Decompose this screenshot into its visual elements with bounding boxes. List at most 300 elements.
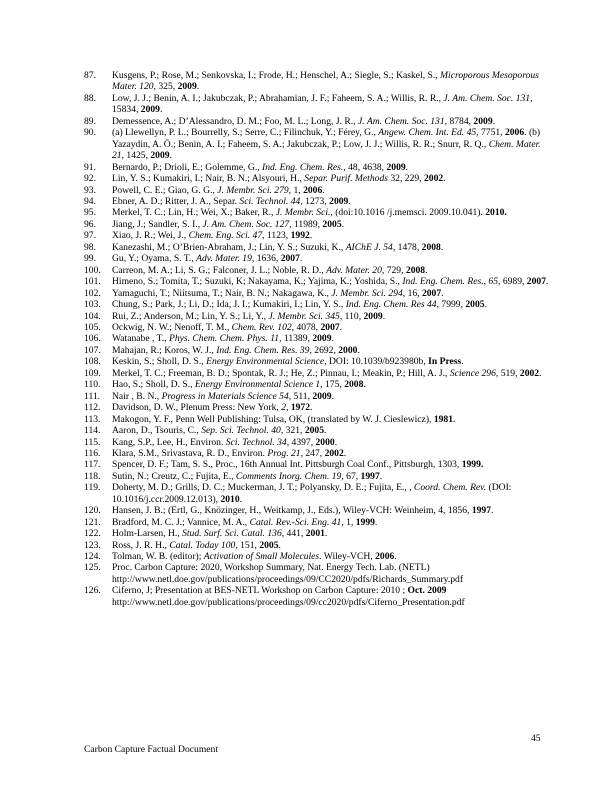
reference-year: In Press: [428, 356, 462, 368]
reference-number: 91.: [84, 161, 96, 173]
reference-journal: Ind. Eng. Chem. Res 44: [345, 299, 437, 311]
reference-segment: Spencer, D. F.; Tam, S. S., Proc., 16th Annual Int. Pittsburgh Coal Conf., Pittsburgh, 1303,: [112, 459, 462, 471]
reference-item: [84, 356, 554, 367]
reference-year: 2005: [259, 539, 279, 551]
reference-item: [84, 391, 554, 402]
reference-year: 2006: [504, 127, 525, 139]
reference-number: 93.: [84, 184, 96, 196]
reference-segment: .: [341, 218, 345, 230]
reference-year: 1992: [290, 230, 310, 242]
reference-item: [84, 93, 554, 116]
reference-segment: .: [394, 551, 397, 563]
reference-text: [112, 288, 444, 299]
reference-number: 101.: [84, 276, 101, 288]
reference-segment: , 151,: [235, 539, 260, 551]
reference-segment: Lin, Y. S.; Kumakiri, I.; Nair, B. N.; Alsyouri, H.,: [112, 173, 305, 185]
reference-year: 2007: [421, 287, 442, 299]
reference-number: 123.: [84, 539, 101, 551]
reference-segment: .: [322, 184, 325, 196]
reference-segment: Hao, S.; Sholl, D. S.,: [112, 379, 195, 391]
reference-journal: Chem. Eng. Sci. 47,: [188, 230, 265, 242]
reference-segment: 1273,: [302, 195, 330, 207]
reference-item: [84, 482, 554, 505]
reference-item: [84, 116, 554, 127]
reference-segment: .: [331, 390, 334, 402]
reference-journal: J. Membr. Sci. 279: [217, 184, 289, 196]
reference-item: [84, 265, 554, 276]
reference-segment: Davidson, D. W., Plenum Press: New York,: [112, 402, 282, 414]
reference-year: 2008: [405, 264, 426, 276]
reference-year: 2005: [322, 218, 342, 230]
reference-number: 121.: [84, 516, 101, 528]
reference-segment: ,: [286, 402, 291, 414]
reference-year: 2009: [140, 104, 160, 116]
reference-segment: , 1,: [288, 184, 304, 196]
reference-year: 2000: [315, 436, 335, 448]
reference-journal: Phys. Chem. Chem. Phys. 11,: [168, 333, 282, 345]
reference-text: [112, 207, 507, 218]
reference-journal: J. Am. Chem. Soc. 131: [443, 92, 531, 104]
reference-text: [112, 333, 334, 344]
reference-list: [84, 70, 554, 608]
reference-text: [112, 585, 465, 607]
reference-segment: .: [339, 321, 343, 333]
reference-item: [84, 173, 554, 184]
reference-item: [84, 540, 554, 551]
reference-segment: . (b) Yazaydin, A. Ö.; Benin, A. I.; Faheem, S. A.; Jakubczak, P.; Low, J. J.; Willis, R. R.; Snurr, R. Q.,: [112, 127, 541, 150]
reference-segment: .: [278, 539, 281, 551]
reference-text: [112, 356, 464, 367]
reference-journal: Stud. Surf. Sci. Catal. 136: [182, 528, 282, 540]
reference-year: 2005: [465, 299, 485, 311]
reference-segment: , 1478,: [392, 241, 422, 253]
reference-number: 119.: [84, 482, 101, 494]
reference-segment: , 67,: [341, 470, 361, 482]
reference-segment: (DOI: 10.1016/j.ccr.2009.12.013),: [112, 482, 512, 505]
reference-text: [112, 345, 360, 356]
reference-item: [84, 562, 554, 585]
reference-item: [84, 127, 554, 161]
reference-number: 118.: [84, 470, 101, 482]
reference-year: 2009: [329, 195, 349, 207]
reference-text: [112, 173, 446, 184]
reference-segment: .: [310, 402, 313, 414]
reference-segment: Chung, S.; Park, J.; Li, D.; Ida, J. I.; Kumakiri, I.; Lin, Y. S.,: [112, 299, 346, 311]
reference-segment: .: [331, 333, 334, 345]
reference-text: [112, 116, 495, 127]
reference-segment: Carreon, M. A.; Li, S. G.; Falconer, J. L.; Noble, R. D.,: [112, 264, 327, 276]
reference-segment: .: [324, 528, 328, 540]
reference-segment: .: [545, 276, 549, 288]
reference-number: 124.: [84, 551, 101, 563]
reference-segment: .: [491, 505, 494, 517]
reference-journal: Microporous Mesoporous Mater. 120: [112, 70, 539, 93]
reference-item: [84, 219, 554, 230]
reference-segment: Merkel, T. C.; Freeman, B. D.; Spontak, R. J.; He, Z.; Pinnau, I.; Meakin, P.; Hill, A. J.,: [112, 367, 450, 379]
reference-item: [84, 242, 554, 253]
reference-segment: Doherty, M. D.; Grills, D. C.; Muckerman, J. T.; Polyansky, D. E.; Fujita, E., ,: [112, 482, 414, 494]
reference-segment: Kang, S.P., Lee, H., Environ.: [112, 436, 226, 448]
reference-year: 2006: [375, 551, 395, 563]
reference-item: [84, 471, 554, 482]
reference-year: 1972: [290, 402, 311, 414]
reference-year: 2009: [312, 390, 332, 402]
reference-text: [112, 414, 455, 425]
reference-year: 2000: [338, 344, 358, 356]
reference-item: [84, 379, 554, 390]
reference-segment: , 729,: [381, 264, 406, 276]
reference-year: 2009: [363, 310, 383, 322]
reference-segment: Aaron, D., Tsouris, C.,: [112, 425, 202, 437]
reference-year: 2007: [320, 321, 340, 333]
reference-journal: Energy Environmental Science: [206, 356, 325, 368]
reference-year: 1999.: [461, 459, 484, 471]
reference-segment: Xiao, J. R.; Wei, J.,: [112, 230, 189, 242]
reference-number: 117.: [84, 459, 101, 471]
reference-segment: Kanezashi, M.; O’Brien-Abraham, J.; Lin, Y. S.; Suzuki, K.,: [112, 241, 346, 253]
reference-year: Oct. 2009: [407, 585, 447, 597]
reference-segment: 11989,: [291, 218, 323, 230]
reference-item: [84, 230, 554, 241]
reference-year: 2008: [344, 379, 364, 391]
reference-segment: , 1,: [341, 516, 356, 528]
reference-journal: Separ. Purif. Methods: [304, 173, 388, 185]
reference-segment: .: [425, 264, 428, 276]
reference-segment: Proc. Carbon Capture: 2020, Workshop Summary, Nat. Energy Tech. Lab. (NETL) http://www.netl.doe.gov/publications/proceedings/09/CC2020/pdfs/Richards_Summary.pdf: [112, 562, 464, 585]
reference-number: 114.: [84, 425, 101, 437]
reference-segment: .: [484, 299, 487, 311]
reference-year: 1997: [471, 505, 491, 517]
reference-text: [112, 551, 397, 562]
reference-item: [84, 425, 554, 436]
reference-text: [112, 482, 511, 504]
reference-number: 103.: [84, 299, 101, 311]
reference-segment: .: [441, 287, 444, 299]
reference-segment: .: [379, 470, 383, 482]
reference-text: [112, 322, 342, 333]
reference-year: 2009: [473, 115, 493, 127]
reference-segment: .: [159, 104, 163, 116]
reference-segment: 4078,: [294, 321, 321, 333]
reference-item: [84, 70, 554, 93]
reference-item: [84, 276, 554, 287]
reference-segment: Klara, S.M., Srivastava, R. D., Environ.: [112, 447, 268, 459]
reference-segment: .: [196, 81, 200, 93]
reference-text: [112, 368, 541, 379]
reference-segment: , 7751,: [476, 127, 505, 139]
reference-segment: 32, 229,: [387, 173, 424, 185]
reference-segment: 11389,: [281, 333, 313, 345]
reference-segment: .: [348, 195, 351, 207]
reference-text: [112, 471, 382, 482]
reference-segment: , 48, 4638,: [343, 161, 387, 173]
reference-text: [112, 162, 408, 173]
reference-journal: J. Membr. Sci. 345: [268, 310, 340, 322]
reference-number: 88.: [84, 92, 96, 104]
reference-journal: Activation of Small Molecules: [203, 551, 320, 563]
reference-segment: Merkel, T. C.; Lin, H.; Wei, X.; Baker, R.,: [112, 207, 276, 219]
reference-year: 2007: [526, 276, 546, 288]
reference-journal: Catal. Rev.-Sci. Eng. 41: [249, 516, 342, 528]
reference-journal: Chem. Mater. 21: [112, 138, 541, 162]
reference-journal: J. Am. Chem. Soc. 127,: [202, 218, 292, 230]
reference-text: [112, 70, 539, 92]
reference-segment: 247,: [302, 447, 325, 459]
reference-journal: Catal. Today 100: [169, 539, 236, 551]
reference-year: 2009: [386, 161, 406, 173]
reference-year: 2001: [305, 528, 325, 540]
reference-item: [84, 402, 554, 413]
reference-text: [112, 127, 541, 161]
reference-journal: AIChE J. 54: [345, 241, 393, 253]
reference-year: 2005: [304, 425, 324, 437]
reference-item: [84, 288, 554, 299]
reference-number: 94.: [84, 195, 96, 207]
reference-journal: Sci. Technol. 44,: [239, 195, 303, 207]
reference-text: [112, 299, 487, 310]
document-title: Carbon Capture Factual Document: [84, 744, 219, 755]
reference-item: [84, 253, 554, 264]
reference-segment: , 321,: [280, 425, 305, 437]
reference-segment: Kusgens, P.; Rose, M.; Senkovska, I.; Frode, H.; Henschel, A.; Siegle, S.; Kaskel, S.,: [112, 70, 441, 81]
reference-text: [112, 379, 366, 390]
reference-journal: Energy Environmental Science 1: [194, 379, 321, 391]
reference-journal: Ind. Eng. Chem. Res.: [262, 161, 344, 173]
reference-segment: .: [453, 413, 456, 425]
reference-segment: , 4397,: [286, 436, 316, 448]
reference-journal: Adv. Mater. 20: [326, 264, 382, 276]
reference-item: [84, 162, 554, 173]
reference-journal: Prog. 21,: [267, 447, 303, 459]
reference-text: [112, 391, 334, 402]
reference-number: 102.: [84, 287, 101, 299]
reference-segment: Bradford, M. C. J.; Vannice, M. A.,: [112, 516, 250, 528]
reference-number: 104.: [84, 310, 101, 322]
reference-item: [84, 459, 554, 470]
page-number: 45: [531, 733, 541, 744]
reference-item: [84, 448, 554, 459]
reference-text: [112, 230, 312, 241]
reference-segment: .: [357, 344, 360, 356]
reference-journal: Sep. Sci. Technol. 40: [201, 425, 281, 437]
reference-segment: 1123,: [264, 230, 291, 242]
reference-number: 98.: [84, 241, 96, 253]
reference-item: [84, 551, 554, 562]
reference-segment: Nair , B. N.,: [112, 390, 162, 402]
reference-number: 96.: [84, 218, 96, 230]
reference-segment: Tolman, W. B. (editor);: [112, 551, 204, 563]
reference-year: 2010: [220, 493, 240, 505]
reference-item: [84, 414, 554, 425]
reference-text: [112, 196, 351, 207]
reference-segment: (a) Llewellyn, P. L.; Bourrelly, S.; Serre, C.; Filinchuk, Y.; Férey, G.,: [112, 127, 379, 139]
reference-number: 97.: [84, 230, 96, 242]
reference-segment: , 2692,: [309, 344, 339, 356]
reference-segment: .: [405, 161, 409, 173]
reference-text: [112, 505, 493, 516]
reference-number: 126.: [84, 585, 101, 597]
reference-segment: .: [169, 150, 172, 162]
reference-number: 100.: [84, 264, 101, 276]
reference-segment: http://www.netl.doe.gov/publications/proceedings/09/cc2020/pdfs/Ciferno_Presentation.pdf: [112, 596, 465, 608]
reference-segment: Bernardo, P.; Drioli, E.; Golemme, G.,: [112, 161, 263, 173]
reference-year: 2007: [280, 253, 300, 265]
reference-text: [112, 253, 302, 264]
reference-journal: Chem. Rev. 102,: [231, 321, 295, 333]
reference-segment: .: [363, 379, 366, 391]
reference-segment: .: [309, 230, 313, 242]
reference-text: [112, 219, 344, 230]
reference-text: [112, 276, 548, 287]
reference-segment: , 8784,: [444, 115, 474, 127]
reference-journal: Coord. Chem. Rev.: [413, 482, 487, 494]
reference-segment: Ockwig, N. W.; Nenoff, T. M.,: [112, 321, 232, 333]
reference-year: 2010.: [485, 207, 507, 219]
reference-segment: , 175,: [320, 379, 345, 391]
reference-number: 89.: [84, 115, 96, 127]
reference-segment: 511,: [291, 390, 313, 402]
reference-number: 112.: [84, 402, 101, 414]
reference-year: 2008: [421, 241, 441, 253]
reference-text: [112, 528, 327, 539]
reference-number: 122.: [84, 528, 101, 540]
reference-text: [112, 437, 337, 448]
reference-year: 2009: [312, 333, 332, 345]
reference-segment: , 110,: [339, 310, 364, 322]
reference-segment: , 325,: [153, 81, 178, 93]
reference-number: 106.: [84, 333, 101, 345]
reference-segment: , 519,: [495, 367, 520, 379]
reference-segment: Gu, Y.; Oyama, S. T.,: [112, 253, 197, 265]
reference-item: [84, 311, 554, 322]
reference-number: 111.: [84, 390, 101, 402]
reference-segment: Ciferno, J; Presentation at BES-NETL Workshop on Carbon Capture: 2010 ;: [112, 585, 408, 597]
reference-number: 108.: [84, 356, 101, 368]
reference-segment: .: [440, 241, 444, 253]
reference-item: [84, 207, 554, 218]
reference-segment: Yamaguchi, T.; Niitsuma, T.; Nair, B. N.; Nakagawa, K.,: [112, 287, 332, 299]
reference-segment: Sutin, N.; Creutz, C.; Fujita, E.,: [112, 470, 236, 482]
reference-journal: Adv. Mater. 19: [196, 253, 252, 265]
reference-item: [84, 505, 554, 516]
reference-text: [112, 540, 281, 551]
reference-segment: .: [299, 253, 303, 265]
reference-text: [112, 311, 385, 322]
reference-journal: Ind. Eng. Chem. Res., 65: [402, 276, 499, 288]
reference-number: 116.: [84, 447, 101, 459]
reference-year: 2009: [177, 81, 197, 93]
reference-item: [84, 437, 554, 448]
reference-number: 109.: [84, 367, 101, 379]
reference-number: 95.: [84, 207, 96, 219]
reference-segment: .: [334, 436, 338, 448]
reference-segment: .: [539, 367, 542, 379]
reference-text: [112, 517, 377, 528]
reference-segment: .: [443, 173, 446, 185]
reference-journal: Comments Inorg. Chem. 19: [235, 470, 342, 482]
reference-item: [84, 345, 554, 356]
reference-item: [84, 368, 554, 379]
reference-segment: Watanabe , T.,: [112, 333, 169, 345]
reference-segment: Mahajan, R.; Koros, W. J.,: [112, 344, 217, 356]
reference-segment: , 1425,: [121, 150, 151, 162]
reference-segment: .: [374, 516, 378, 528]
reference-text: [112, 448, 346, 459]
reference-journal: J. Membr. Sci. 294: [331, 287, 403, 299]
reference-segment: .: [343, 447, 347, 459]
reference-segment: .: [324, 425, 327, 437]
reference-segment: Ebner, A. D.; Ritter, J. A., Separ.: [112, 195, 240, 207]
reference-number: 115.: [84, 436, 101, 448]
reference-segment: Makogon, Y. F., Penn Well Publishing: Tulsa, OK, (translated by W. J. Cieslewicz),: [112, 413, 434, 425]
reference-number: 92.: [84, 173, 96, 185]
reference-year: 2002: [324, 447, 344, 459]
reference-item: [84, 299, 554, 310]
reference-journal: 2: [281, 402, 287, 414]
reference-text: [112, 265, 427, 276]
reference-number: 90.: [84, 127, 96, 139]
reference-text: [112, 562, 463, 584]
reference-segment: .: [461, 356, 464, 368]
reference-segment: Rui, Z.; Anderson, M.; Lin, Y. S.; Li, Y.,: [112, 310, 269, 322]
reference-journal: Sci. Technol. 34: [225, 436, 287, 448]
reference-number: 107.: [84, 344, 101, 356]
reference-year: 1997: [360, 470, 380, 482]
reference-item: [84, 528, 554, 539]
reference-segment: Low, J. J.; Benin, A. I.; Jakubczak, P.; Abrahamian, J. F.; Faheem, S. A.; Willis, R. R.,: [112, 92, 444, 104]
reference-number: 125.: [84, 562, 101, 574]
reference-segment: , DOI: 10.1039/b923980b,: [324, 356, 429, 368]
reference-item: [84, 196, 554, 207]
reference-text: [112, 242, 443, 253]
reference-journal: J. Membr. Sci.: [275, 207, 331, 219]
reference-number: 105.: [84, 321, 101, 333]
reference-segment: , 6989,: [498, 276, 527, 288]
reference-segment: Holm-Larsen, H.,: [112, 528, 183, 540]
reference-segment: Ross, J. R. H.,: [112, 539, 170, 551]
reference-segment: , 441,: [281, 528, 306, 540]
reference-segment: Hansen, J. B.; (Ertl, G., Knözinger, H., Weitkamp, J., Eds.), Wiley-VCH: Weinheim, 4, 1856,: [112, 505, 472, 517]
reference-year: 1981: [433, 413, 453, 425]
reference-journal: Science 296: [449, 367, 496, 379]
reference-text: [112, 425, 326, 436]
reference-number: 87.: [84, 70, 96, 81]
reference-segment: , 15834,: [112, 92, 533, 116]
reference-segment: Jiang, J.; Sandler, S. I.,: [112, 218, 203, 230]
reference-segment: , 7999,: [436, 299, 466, 311]
reference-year: 1999: [355, 516, 375, 528]
reference-journal: Angew. Chem. Int. Ed. 45: [378, 127, 477, 139]
reference-text: [112, 185, 325, 196]
reference-text: [112, 459, 483, 470]
reference-segment: Powell, C. E.; Giao, G. G.,: [112, 184, 218, 196]
reference-journal: Ind. Eng. Chem. Res. 39: [216, 344, 310, 356]
reference-segment: . Wiley-VCH,: [319, 551, 376, 563]
reference-journal: Progress in Materials Science 54,: [161, 390, 292, 402]
reference-year: 2002: [423, 173, 444, 185]
reference-number: 99.: [84, 253, 96, 265]
reference-segment: , 1636,: [251, 253, 281, 265]
reference-segment: .: [492, 115, 496, 127]
reference-segment: .: [239, 493, 243, 505]
reference-number: 120.: [84, 505, 101, 517]
reference-item: [84, 322, 554, 333]
reference-number: 110.: [84, 379, 101, 391]
reference-journal: J. Am. Chem. Soc. 131: [357, 115, 445, 127]
reference-segment: , (doi:10.1016 /j.memsci. 2009.10.041).: [330, 207, 486, 219]
reference-segment: Himeno, S.; Tomita, T.; Suzuki, K; Nakayama, K.; Yajima, K.; Yoshida, S.,: [112, 276, 403, 288]
reference-year: 2002: [519, 367, 540, 379]
